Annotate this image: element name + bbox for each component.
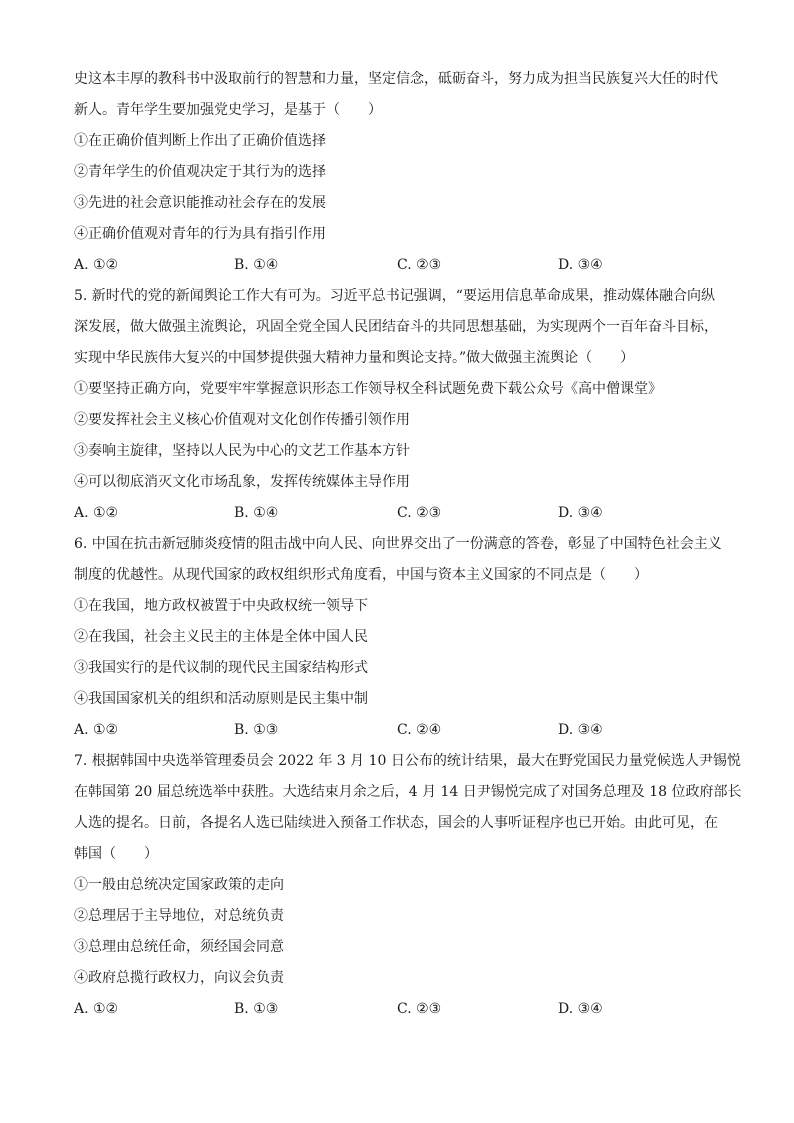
question-stem-line: 6. 中国在抗击新冠肺炎疫情的阻击战中向人民、向世界交出了一份满意的答卷，彰显了中国特色社会主义: [74, 536, 722, 552]
statement-item: ④正确价值观对青年的行为具有指引作用: [74, 226, 326, 242]
question-stem-line: 新人。青年学生要加强党史学习，是基于（ ）: [74, 102, 382, 118]
choice-c: C. ②③: [397, 1001, 442, 1017]
statement-item: ②青年学生的价值观决定于其行为的选择: [74, 164, 326, 180]
statement-item: ②总理居于主导地位，对总统负责: [74, 908, 284, 924]
choice-d: D. ③④: [558, 505, 603, 521]
choice-a: A. ①②: [74, 257, 119, 273]
statement-item: ④我国国家机关的组织和活动原则是民主集中制: [74, 691, 368, 707]
question-stem-line: 5. 新时代的党的新闻舆论工作大有可为。习近平总书记强调，“要运用信息革命成果，推动媒体融合向纵: [74, 288, 715, 304]
choice-b: B. ①④: [234, 257, 279, 273]
page-content: [74, 64, 742, 1025]
statement-item: ③我国实行的是代议制的现代民主国家结构形式: [74, 660, 368, 676]
question-stem-line: 深发展，做大做强主流舆论，巩固全党全国人民团结奋斗的共同思想基础，为实现两个一百年奋斗目标，: [74, 319, 718, 335]
statement-item: ①在我国，地方政权被置于中央政权统一领导下: [74, 598, 368, 614]
question-stem-line: 人选的提名。日前，各提名人选已陆续进入预备工作状态，国会的人事听证程序也已开始。由此可见，在: [74, 815, 718, 831]
choice-c: C. ②④: [397, 722, 442, 738]
answer-choices: [74, 250, 724, 281]
question-stem-line: 实现中华民族伟大复兴的中国梦提供强大精神力量和舆论支持。”做大做强主流舆论（ ）: [74, 350, 635, 366]
answer-choices: [74, 994, 724, 1025]
statement-item: ④政府总揽行政权力，向议会负责: [74, 970, 284, 986]
choice-d: D. ③④: [558, 257, 603, 273]
choice-d: D. ③④: [558, 1001, 603, 1017]
question-stem-line: 7. 根据韩国中央选举管理委员会 2022 年 3 月 10 日公布的统计结果，最大在野党国民力量党候选人尹锡悦: [74, 753, 741, 769]
choice-a: A. ①②: [74, 505, 119, 521]
choice-b: B. ①③: [234, 1001, 279, 1017]
statement-item: ③先进的社会意识能推动社会存在的发展: [74, 195, 326, 211]
question-5: [74, 281, 724, 529]
statement-item: ④可以彻底消灭文化市场乱象，发挥传统媒体主导作用: [74, 474, 410, 490]
choice-b: B. ①④: [234, 505, 279, 521]
question-stem-line: 制度的优越性。从现代国家的政权组织形式角度看，中国与资本主义国家的不同点是（ ）: [74, 567, 648, 583]
choice-b: B. ①③: [234, 722, 279, 738]
statement-item: ③奏响主旋律，坚持以人民为中心的文艺工作基本方针: [74, 443, 410, 459]
choice-a: A. ①②: [74, 722, 119, 738]
question-stem-line: 韩国（ ）: [74, 846, 158, 862]
answer-choices: [74, 498, 724, 529]
statement-item: ①要坚持正确方向，党要牢牢掌握意识形态工作领导权全科试题免费下载公众号《高中僧课堂》: [74, 381, 662, 397]
statement-item: ②要发挥社会主义核心价值观对文化创作传播引领作用: [74, 412, 410, 428]
question-4: [74, 64, 724, 281]
statement-item: ②在我国，社会主义民主的主体是全体中国人民: [74, 629, 368, 645]
choice-c: C. ②③: [397, 257, 442, 273]
question-6: [74, 529, 724, 746]
statement-item: ①一般由总统决定国家政策的走向: [74, 877, 284, 893]
answer-choices: [74, 715, 724, 746]
statement-item: ③总理由总统任命，须经国会同意: [74, 939, 284, 955]
choice-d: D. ③④: [558, 722, 603, 738]
question-stem-line: 史这本丰厚的教科书中汲取前行的智慧和力量，坚定信念，砥砺奋斗，努力成为担当民族复兴大任的时代: [74, 71, 718, 87]
question-stem-line: 在韩国第 20 届总统选举中获胜。大选结束月余之后，4 月 14 日尹锡悦完成了对国务总理及 18 位政府部长: [74, 784, 742, 800]
choice-a: A. ①②: [74, 1001, 119, 1017]
choice-c: C. ②③: [397, 505, 442, 521]
question-7: [74, 746, 742, 1025]
statement-item: ①在正确价值判断上作出了正确价值选择: [74, 133, 326, 149]
